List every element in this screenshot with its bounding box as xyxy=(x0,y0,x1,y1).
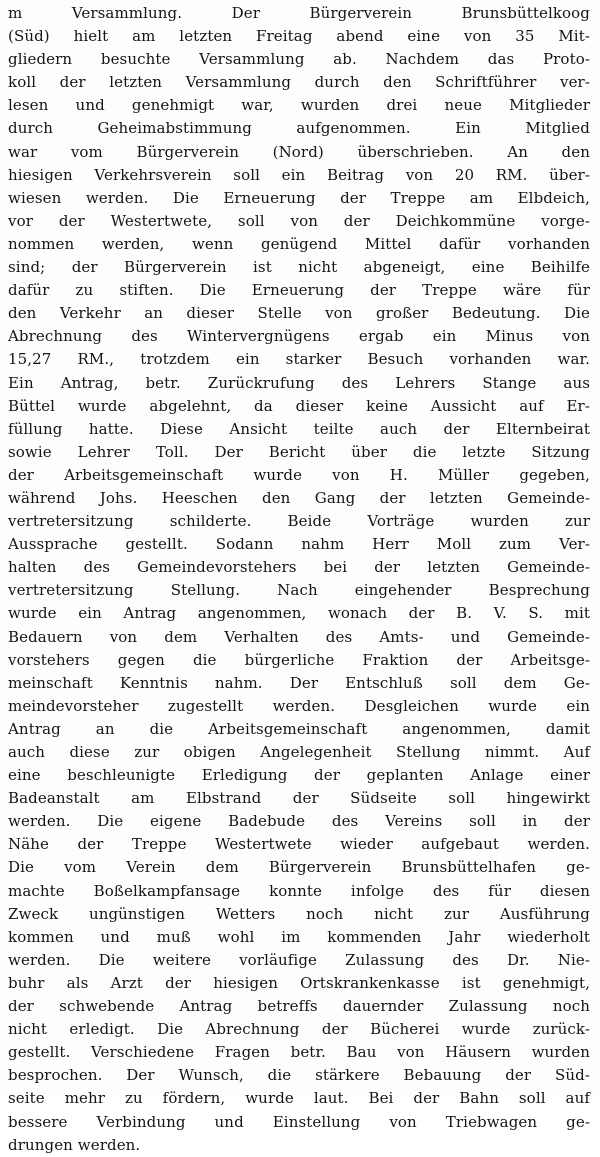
article-line: vorstehers gegen die bürgerliche Fraktion der Arbeitsge- xyxy=(8,650,590,669)
article-line: dafür zu stiften. Die Erneuerung der Treppe wäre für xyxy=(8,281,590,300)
article-line: Die vom Verein dem Bürgerverein Brunsbüttelhafen ge- xyxy=(8,858,590,877)
article-line: sowie Lehrer Toll. Der Bericht über die letzte Sitzung xyxy=(8,442,590,461)
article-line: 15,27 RM., trotzdem ein starker Besuch vorhanden war. xyxy=(8,350,590,369)
article-line: kommen und muß wohl im kommenden Jahr wiederholt xyxy=(8,927,590,946)
article-line: vertretersitzung schilderte. Beide Vorträge wurden zur xyxy=(8,512,590,531)
article-line: machte Boßelkampfansage konnte infolge des für diesen xyxy=(8,881,590,900)
article-line: gliedern besuchte Versammlung ab. Nachdem das Proto- xyxy=(8,50,590,69)
article-line: halten des Gemeindevorstehers bei der letzten Gemeinde- xyxy=(8,558,590,577)
article-line: füllung hatte. Diese Ansicht teilte auch der Elternbeirat xyxy=(8,419,590,438)
article-line: eine beschleunigte Erledigung der geplanten Anlage einer xyxy=(8,766,590,785)
article-line: koll der letzten Versammlung durch den Schriftführer ver- xyxy=(8,73,590,92)
article-line: werden. Die weitere vorläufige Zulassung des Dr. Nie- xyxy=(8,950,590,969)
article-line: auch diese zur obigen Angelegenheit Stellung nimmt. Auf xyxy=(8,743,590,761)
article-line: durch Geheimabstimmung aufgenommen. Ein Mitglied xyxy=(8,119,590,138)
article-line: drungen werden. xyxy=(8,1135,141,1154)
article-line: Bedauern von dem Verhalten des Amts- und Gemeinde- xyxy=(8,627,590,646)
article-line: Nähe der Treppe Westertwete wieder aufgebaut werden. xyxy=(8,835,590,854)
article-line: Badeanstalt am Elbstrand der Südseite soll hingewirkt xyxy=(8,789,590,808)
article-line: buhr als Arzt der hiesigen Ortskrankenkasse ist genehmigt, xyxy=(8,973,590,992)
article-line: seite mehr zu fördern, wurde laut. Bei der Bahn soll auf xyxy=(8,1089,590,1108)
article-line: (Süd) hielt am letzten Freitag abend eine von 35 Mit- xyxy=(8,27,590,46)
article-line: Antrag an die Arbeitsgemeinschaft angenommen, damit xyxy=(8,719,590,738)
article-line: der schwebende Antrag betreffs dauernder Zulassung noch xyxy=(8,997,590,1016)
article-line: Zweck ungünstigen Wetters noch nicht zur Ausführung xyxy=(8,904,590,923)
article-line: war vom Bürgerverein (Nord) überschrieben. An den xyxy=(8,142,590,161)
article-line: meinschaft Kenntnis nahm. Der Entschluß soll dem Ge- xyxy=(8,673,590,692)
article-column xyxy=(8,2,590,1157)
article-line: wiesen werden. Die Erneuerung der Treppe am Elbdeich, xyxy=(8,188,590,207)
article-line: wurde ein Antrag angenommen, wonach der B. V. S. mit xyxy=(8,604,590,623)
article-line: hiesigen Verkehrsverein soll ein Beitrag von 20 RM. über- xyxy=(8,165,590,184)
article-line: sind; der Bürgerverein ist nicht abgeneigt, eine Beihilfe xyxy=(8,258,590,277)
article-line: m Versammlung. Der Bürgerverein Brunsbüttelkoog xyxy=(8,4,590,22)
article-line: während Johs. Heeschen den Gang der letzten Gemeinde- xyxy=(8,488,590,507)
article-line: den Verkehr an dieser Stelle von großer Bedeutung. Die xyxy=(8,304,590,323)
article-line: bessere Verbindung und Einstellung von Triebwagen ge- xyxy=(8,1112,590,1131)
article-line: Aussprache gestellt. Sodann nahm Herr Moll zum Ver- xyxy=(8,535,590,554)
article-line: meindevorsteher zugestellt werden. Desgleichen wurde ein xyxy=(8,696,590,715)
article-line: nicht erledigt. Die Abrechnung der Bücherei wurde zurück- xyxy=(8,1020,590,1039)
article-line: besprochen. Der Wunsch, die stärkere Bebauung der Süd- xyxy=(8,1066,590,1085)
article-line: lesen und genehmigt war, wurden drei neue Mitglieder xyxy=(8,96,590,115)
article-line: Ein Antrag, betr. Zurückrufung des Lehrers Stange aus xyxy=(8,373,590,392)
article-line: gestellt. Verschiedene Fragen betr. Bau von Häusern wurden xyxy=(8,1043,590,1062)
article-line: vertretersitzung Stellung. Nach eingehender Besprechung xyxy=(8,581,590,600)
article-line: nommen werden, wenn genügend Mittel dafür vorhanden xyxy=(8,234,590,253)
article-line: Büttel wurde abgelehnt, da dieser keine Aussicht auf Er- xyxy=(8,396,590,415)
article-line: vor der Westertwete, soll von der Deichkommüne vorge- xyxy=(8,211,590,230)
article-line: werden. Die eigene Badebude des Vereins soll in der xyxy=(8,812,590,831)
article-line: Abrechnung des Wintervergnügens ergab ein Minus von xyxy=(8,327,590,346)
article-line: der Arbeitsgemeinschaft wurde von H. Müller gegeben, xyxy=(8,465,590,484)
